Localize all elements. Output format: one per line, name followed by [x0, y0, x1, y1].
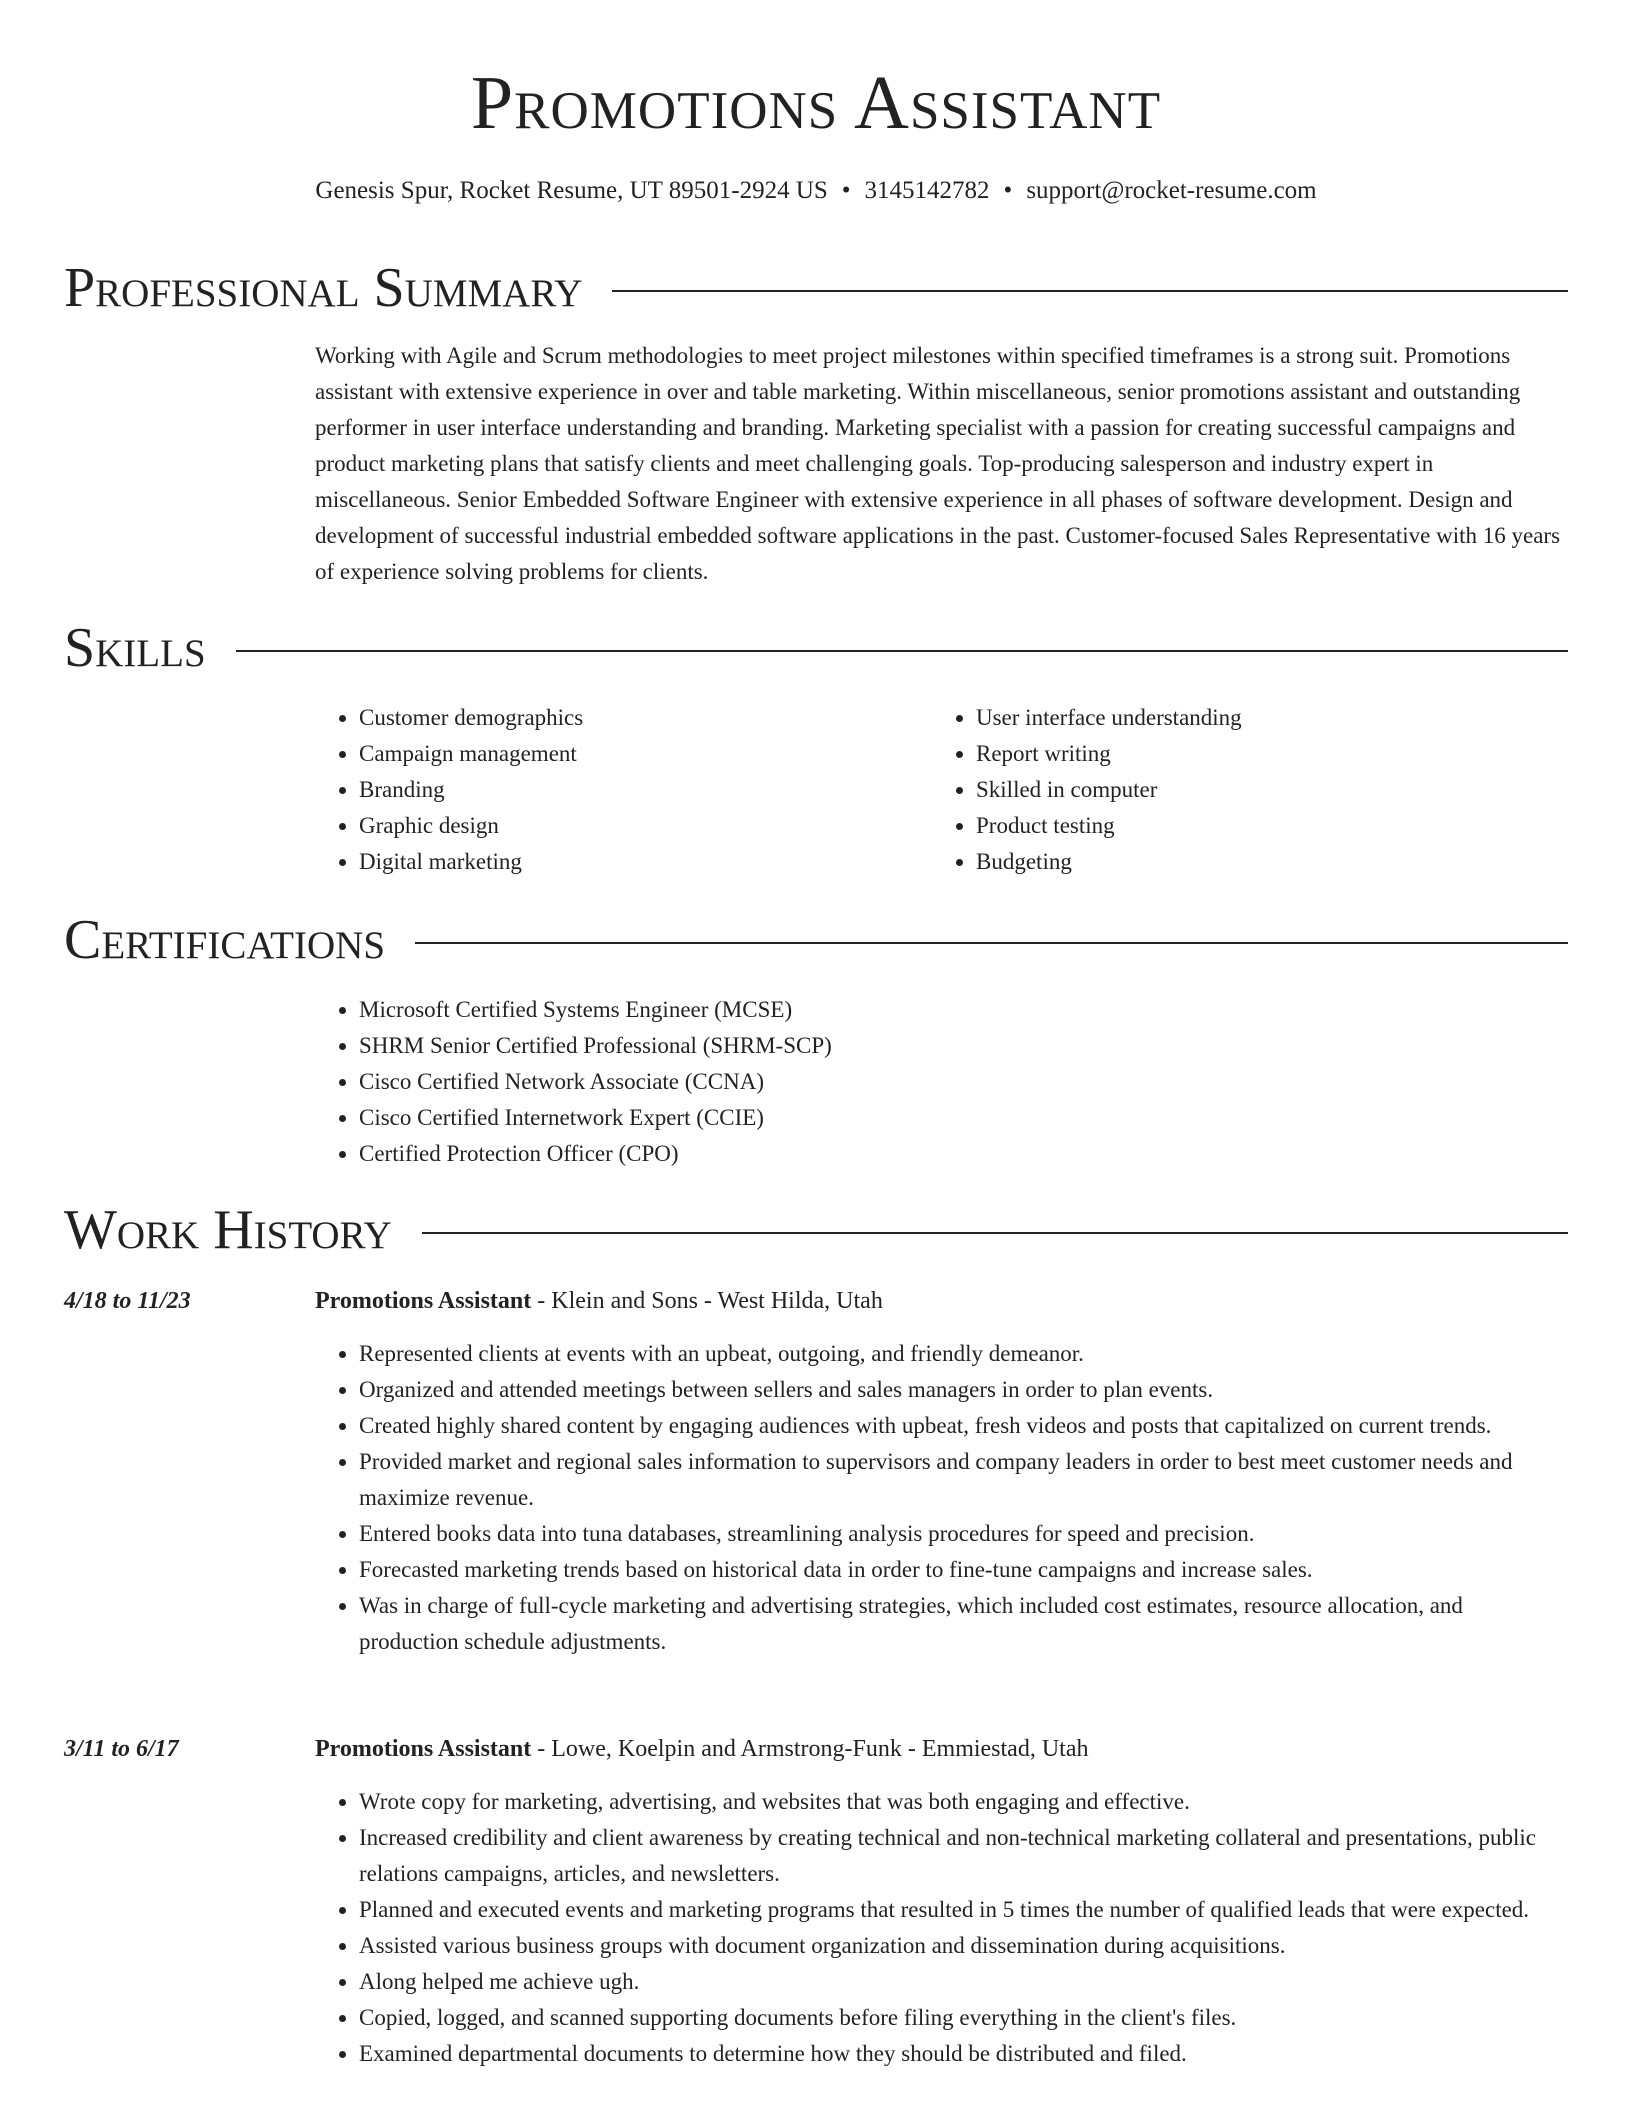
work-history-heading: Work History [64, 1199, 392, 1261]
job-employer-location: - Lowe, Koelpin and Armstrong-Funk - Emmiestad, Utah [531, 1736, 1089, 1762]
job-title: Promotions Assistant [315, 1288, 532, 1314]
certifications-heading: Certifications [64, 909, 386, 971]
skill-item: • Skilled in computer [976, 772, 1532, 808]
job-responsibilities [315, 1784, 1565, 2072]
summary-heading: Professional Summary [64, 257, 583, 319]
responsibility-item: • Along helped me achieve ugh. [359, 1964, 1565, 2000]
certification-item: • SHRM Senior Certified Professional (SHRM-SCP) [359, 1028, 1515, 1064]
summary-text: Working with Agile and Scrum methodologies to meet project milestones within specified timeframes is a strong suit. Promotions assistant with extensive experience in over and table marketing. Within miscellaneous, senior promotions assistant and outstanding performer in user interface understanding and branding. Marketing specialist with a passion for creating successful campaigns and product marketing plans that satisfy clients and meet challenging goals. Top-producing salesperson and industry expert in miscellaneous. Senior Embedded Software Engineer with extensive experience in all phases of software development. Design and development of successful industrial embedded software applications in the past. Customer-focused Sales Representative with 16 years of experience solving problems for clients. [315, 343, 1561, 584]
skill-item: • Graphic design [359, 808, 875, 844]
skills-section-header [64, 612, 1568, 684]
responsibility-item: • Increased credibility and client awareness by creating technical and non-technical marketing collateral and presentations, public relations campaigns, articles, and newsletters. [359, 1820, 1565, 1892]
certifications-block [315, 992, 1515, 1172]
skill-item: • Branding [359, 772, 875, 808]
job-employer-location: - Klein and Sons - West Hilda, Utah [531, 1288, 883, 1314]
skills-heading: Skills [64, 617, 206, 679]
responsibilities-list [315, 1336, 1565, 1660]
skill-item: • Digital marketing [359, 844, 875, 880]
responsibility-item: • Created highly shared content by engaging audiences with upbeat, fresh videos and posts that capitalized on current trends. [359, 1408, 1565, 1444]
responsibility-item: • Copied, logged, and scanned supporting documents before filing everything in the client's files. [359, 2000, 1565, 2036]
contact-separator: • [1003, 177, 1013, 204]
responsibility-item: • Forecasted marketing trends based on historical data in order to fine-tune campaigns and increase sales. [359, 1552, 1565, 1588]
contact-line [0, 174, 1632, 208]
skills-column-left [315, 700, 875, 880]
contact-separator: • [841, 177, 851, 204]
responsibility-item: • Provided market and regional sales information to supervisors and company leaders in order to best meet customer needs and maximize revenue. [359, 1444, 1565, 1516]
skill-item: • Customer demographics [359, 700, 875, 736]
responsibility-item: • Wrote copy for marketing, advertising, and websites that was both engaging and effective. [359, 1784, 1565, 1820]
responsibility-item: • Represented clients at events with an upbeat, outgoing, and friendly demeanor. [359, 1336, 1565, 1372]
certifications-list [315, 992, 1515, 1172]
work-history-section-header [64, 1194, 1568, 1266]
responsibilities-list [315, 1784, 1565, 2072]
contact-email: support@rocket-resume.com [1026, 177, 1317, 204]
contact-address: Genesis Spur, Rocket Resume, UT 89501-2924 US [315, 177, 828, 204]
skill-item: • Budgeting [976, 844, 1532, 880]
certification-item: • Microsoft Certified Systems Engineer (MCSE) [359, 992, 1515, 1028]
section-divider [612, 290, 1568, 292]
contact-phone: 3145142782 [864, 177, 990, 204]
section-divider [422, 1232, 1568, 1234]
job-dates: 4/18 to 11/23 [64, 1288, 191, 1314]
responsibility-item: • Planned and executed events and marketing programs that resulted in 5 times the number of qualified leads that were expected. [359, 1892, 1565, 1928]
summary-section-header [64, 252, 1568, 324]
certification-item: • Cisco Certified Network Associate (CCNA) [359, 1064, 1515, 1100]
section-divider [236, 650, 1568, 652]
skill-item: • User interface understanding [976, 700, 1532, 736]
job-dates: 3/11 to 6/17 [64, 1736, 179, 1762]
responsibility-item: • Organized and attended meetings between sellers and sales managers in order to plan events. [359, 1372, 1565, 1408]
candidate-name: Promotions Assistant [470, 61, 1162, 145]
responsibility-item: • Entered books data into tuna databases, streamlining analysis procedures for speed and precision. [359, 1516, 1565, 1552]
responsibility-item: • Examined departmental documents to determine how they should be distributed and filed. [359, 2036, 1565, 2072]
job-title: Promotions Assistant [315, 1736, 532, 1762]
skills-list [315, 700, 875, 880]
certification-item: • Certified Protection Officer (CPO) [359, 1136, 1515, 1172]
job-heading [315, 1284, 1565, 1318]
skill-item: • Report writing [976, 736, 1532, 772]
responsibility-item: • Assisted various business groups with document organization and dissemination during acquisitions. [359, 1928, 1565, 1964]
job-heading [315, 1732, 1565, 1766]
skills-column-right [932, 700, 1532, 880]
certification-item: • Cisco Certified Internetwork Expert (CCIE) [359, 1100, 1515, 1136]
skill-item: • Campaign management [359, 736, 875, 772]
job-responsibilities [315, 1336, 1565, 1660]
certifications-section-header [64, 904, 1568, 976]
skill-item: • Product testing [976, 808, 1532, 844]
section-divider [415, 942, 1568, 944]
responsibility-item: • Was in charge of full-cycle marketing and advertising strategies, which included cost estimates, resource allocation, and production schedule adjustments. [359, 1588, 1565, 1660]
skills-list [932, 700, 1532, 880]
